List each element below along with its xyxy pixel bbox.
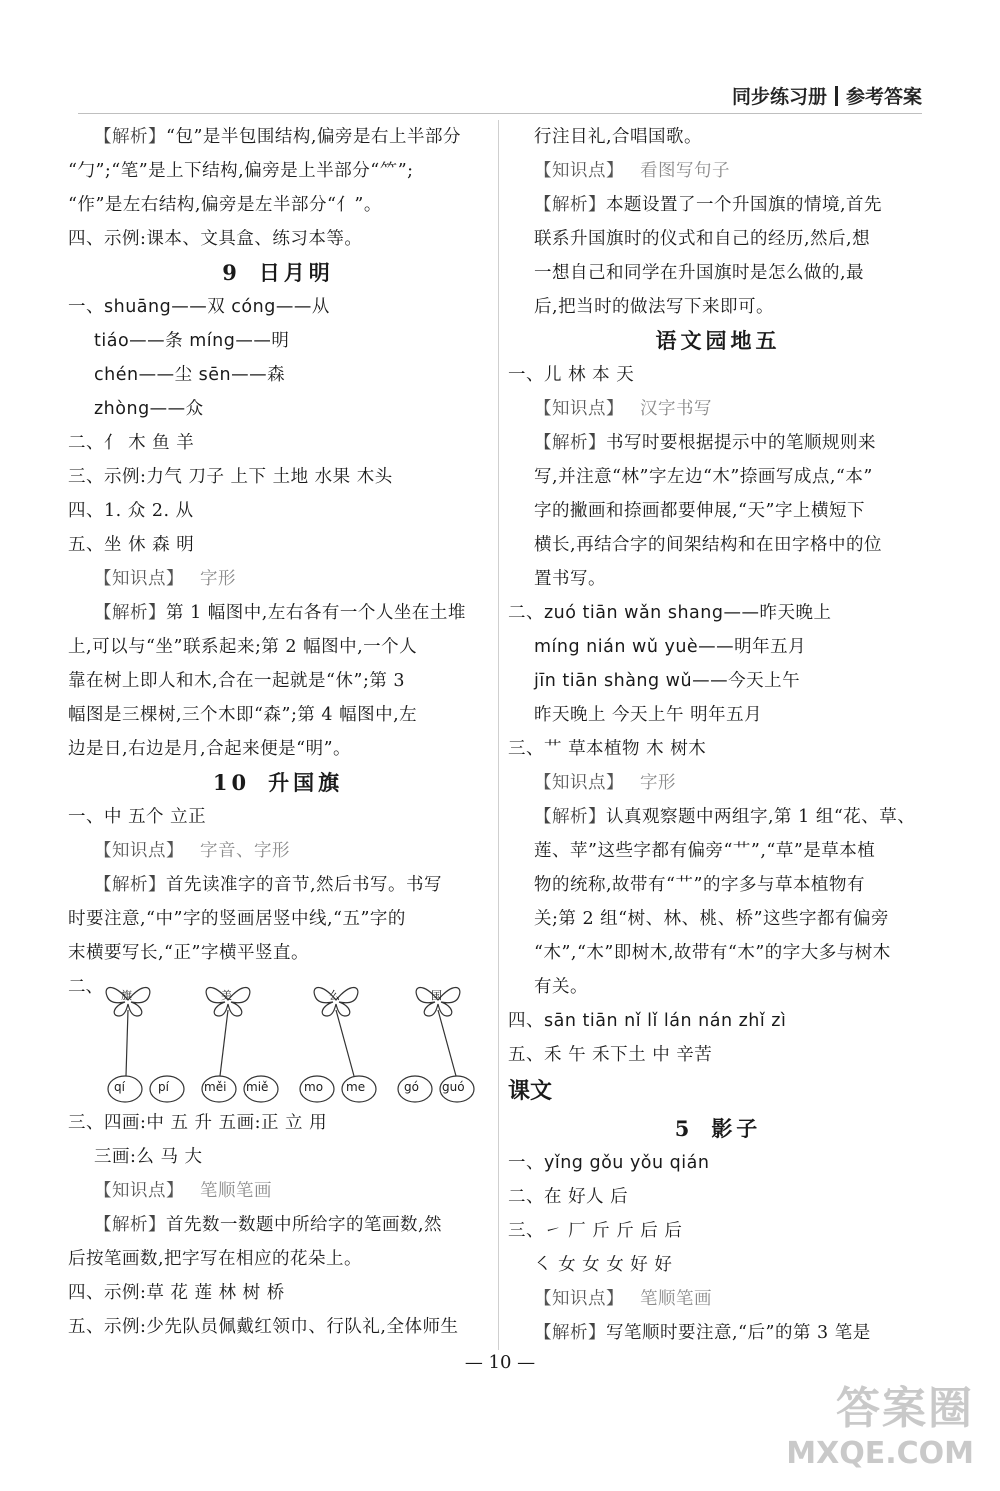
answer-line: jīn tiān shàng wǔ——今天上午 xyxy=(534,671,801,691)
section-title: 语文园地五 xyxy=(655,328,781,353)
analysis-line: 一想自己和同学在升国旗时是怎么做的,最 xyxy=(534,263,865,283)
header-separator xyxy=(835,86,838,106)
flower-icon: guó xyxy=(438,1074,476,1104)
answer-line: 四、1. 众 2. 从 xyxy=(68,501,194,521)
answer-line: 五、禾 午 禾下土 中 辛苦 xyxy=(508,1045,713,1065)
answer-line: 四、示例:课本、文具盒、练习本等。 xyxy=(68,229,363,249)
analysis-line: 有关。 xyxy=(534,977,588,997)
watermark-logo: 答案圈 xyxy=(836,1383,974,1434)
analysis-line: 【解析】第 1 幅图中,左右各有一个人坐在土堆 xyxy=(94,603,466,623)
analysis-line: 写,并注意“林”字左边“木”捺画写成点,“本” xyxy=(534,467,873,487)
answer-line: 二、在 好人 后 xyxy=(508,1187,629,1207)
left-column xyxy=(68,120,488,1344)
analysis-line: 关;第 2 组“树、林、桃、桥”这些字都有偏旁 xyxy=(534,909,890,929)
analysis-line: 【解析】首先读准字的音节,然后书写。书写 xyxy=(94,875,443,895)
butterfly-icon: 美 xyxy=(203,982,253,1018)
part-heading: 课文 xyxy=(508,1079,553,1104)
answer-line: 二、亻 木 鱼 羊 xyxy=(68,433,195,453)
analysis-line: 【解析】认真观察题中两组字,第 1 组“花、草、 xyxy=(534,807,916,827)
analysis-line: 后,把当时的做法写下来即可。 xyxy=(534,297,775,317)
analysis-line: 置书写。 xyxy=(534,569,606,589)
lesson-title: 10 升国旗 xyxy=(212,770,344,795)
analysis-line: 【解析】首先数一数题中所给字的笔画数,然 xyxy=(94,1215,443,1235)
analysis-line: 时要注意,“中”字的竖画居竖中线,“五”字的 xyxy=(68,909,406,929)
flower-icon: qí xyxy=(106,1074,144,1104)
section-title: 参考答案 xyxy=(845,86,922,108)
analysis-line: 联系升国旗时的仪式和自己的经历,然后,想 xyxy=(534,229,871,249)
book-title: 同步练习册 xyxy=(731,86,827,108)
answer-line: 行注目礼,合唱国歌。 xyxy=(534,127,703,147)
knowledge-point: 【知识点】 笔顺笔画 xyxy=(534,1289,712,1309)
right-column xyxy=(508,120,928,1350)
answer-line: 五、示例:少先队员佩戴红领巾、行队礼,全体师生 xyxy=(68,1317,459,1337)
answer-line: 三、四画:中 五 升 五画:正 立 用 xyxy=(68,1113,328,1133)
knowledge-point: 【知识点】 笔顺笔画 xyxy=(94,1181,272,1201)
analysis-line: 靠在树上即人和木,合在一起就是“休”;第 3 xyxy=(68,671,406,691)
flower-icon: gó xyxy=(396,1074,434,1104)
knowledge-point: 【知识点】 字音、字形 xyxy=(94,841,290,861)
flower-icon: pí xyxy=(148,1074,186,1104)
answer-line: 一、中 五个 立正 xyxy=(68,807,207,827)
flower-icon: miě xyxy=(242,1074,280,1104)
knowledge-point: 【知识点】 字形 xyxy=(534,773,676,793)
lesson-title: 5 影子 xyxy=(674,1116,762,1141)
flower-icon: měi xyxy=(200,1074,238,1104)
answer-line: chén——尘 sēn——森 xyxy=(94,365,286,385)
answer-line: 三、㇀ 厂 斤 斤 后 后 xyxy=(508,1221,683,1241)
page-header xyxy=(732,82,922,109)
answer-line: míng nián wǔ yuè——明年五月 xyxy=(534,637,807,657)
answer-line: 四、sān tiān nǐ lǐ lán nán zhǐ zì xyxy=(508,1011,787,1031)
analysis-line: 【解析】本题设置了一个升国旗的情境,首先 xyxy=(534,195,883,215)
analysis-line: 物的统称,故带有“艹”的字多与草本植物有 xyxy=(534,875,865,895)
answer-line: “作”是左右结构,偏旁是左半部分“亻”。 xyxy=(68,195,382,215)
analysis-line: 莲、苹”这些字都有偏旁“艹”,“草”是草本植 xyxy=(534,841,876,861)
analysis-line: 上,可以与“坐”联系起来;第 2 幅图中,一个人 xyxy=(68,637,418,657)
answer-line: 【解析】“包”是半包围结构,偏旁是右上半部分 xyxy=(94,127,461,147)
answer-line: 三画:么 马 大 xyxy=(94,1147,203,1167)
answer-line: 四、示例:草 花 莲 林 树 桥 xyxy=(68,1283,285,1303)
flower-icon: me xyxy=(340,1074,378,1104)
site-watermark xyxy=(786,1372,974,1471)
answer-line: ㇛ 女 女 女 好 好 xyxy=(534,1255,673,1275)
butterfly-icon: 国 xyxy=(413,982,463,1018)
butterfly-flower-matching xyxy=(68,970,488,1106)
analysis-label: 【解析】 xyxy=(94,127,166,147)
lesson-title: 9 日月明 xyxy=(222,260,334,285)
answer-line: 二、zuó tiān wǎn shang——昨天晚上 xyxy=(508,603,832,623)
page-number: — 10 — xyxy=(464,1352,536,1373)
question-number: 二、 xyxy=(68,977,103,997)
answer-line: tiáo——条 míng——明 xyxy=(94,331,290,351)
knowledge-point: 【知识点】 字形 xyxy=(94,569,236,589)
answer-line: “勹”;“笔”是上下结构,偏旁是上半部分“⺮”; xyxy=(68,161,414,181)
answer-line: 一、yǐng gǒu yǒu qián xyxy=(508,1153,710,1173)
analysis-line: “木”,“木”即树木,故带有“木”的字大多与树木 xyxy=(534,943,891,963)
knowledge-point: 【知识点】 看图写句子 xyxy=(534,161,730,181)
answer-line: 一、shuāng——双 cóng——从 xyxy=(68,297,330,317)
analysis-line: 边是日,右边是月,合起来便是“明”。 xyxy=(68,739,352,759)
butterfly-icon: 么 xyxy=(311,982,361,1018)
column-divider xyxy=(498,120,499,1350)
butterfly-icon: 旗 xyxy=(103,982,153,1018)
analysis-line: 字的撇画和捺画都要伸展,“天”字上横短下 xyxy=(534,501,865,521)
answer-line: zhòng——众 xyxy=(94,399,204,419)
analysis-line: 【解析】书写时要根据提示中的笔顺规则来 xyxy=(534,433,876,453)
analysis-line: 末横要写长,“正”字横平竖直。 xyxy=(68,943,309,963)
knowledge-point: 【知识点】 汉字书写 xyxy=(534,399,712,419)
analysis-line: 后按笔画数,把字写在相应的花朵上。 xyxy=(68,1249,363,1269)
header-rule xyxy=(78,113,922,114)
answer-line: 一、儿 林 本 天 xyxy=(508,365,635,385)
answer-line: 五、坐 休 森 明 xyxy=(68,535,195,555)
analysis-line: 横长,再结合字的间架结构和在田字格中的位 xyxy=(534,535,883,555)
analysis-line: 【解析】写笔顺时要注意,“后”的第 3 笔是 xyxy=(534,1323,871,1343)
analysis-line: 幅图是三棵树,三个木即“森”;第 4 幅图中,左 xyxy=(68,705,418,725)
answer-line: 三、示例:力气 刀子 上下 土地 水果 木头 xyxy=(68,467,393,487)
answer-line: 昨天晚上 今天上午 明年五月 xyxy=(534,705,763,725)
flower-icon: mo xyxy=(298,1074,336,1104)
watermark-url: MXQE.COM xyxy=(786,1436,974,1471)
answer-line: 三、艹 草本植物 木 树木 xyxy=(508,739,707,759)
